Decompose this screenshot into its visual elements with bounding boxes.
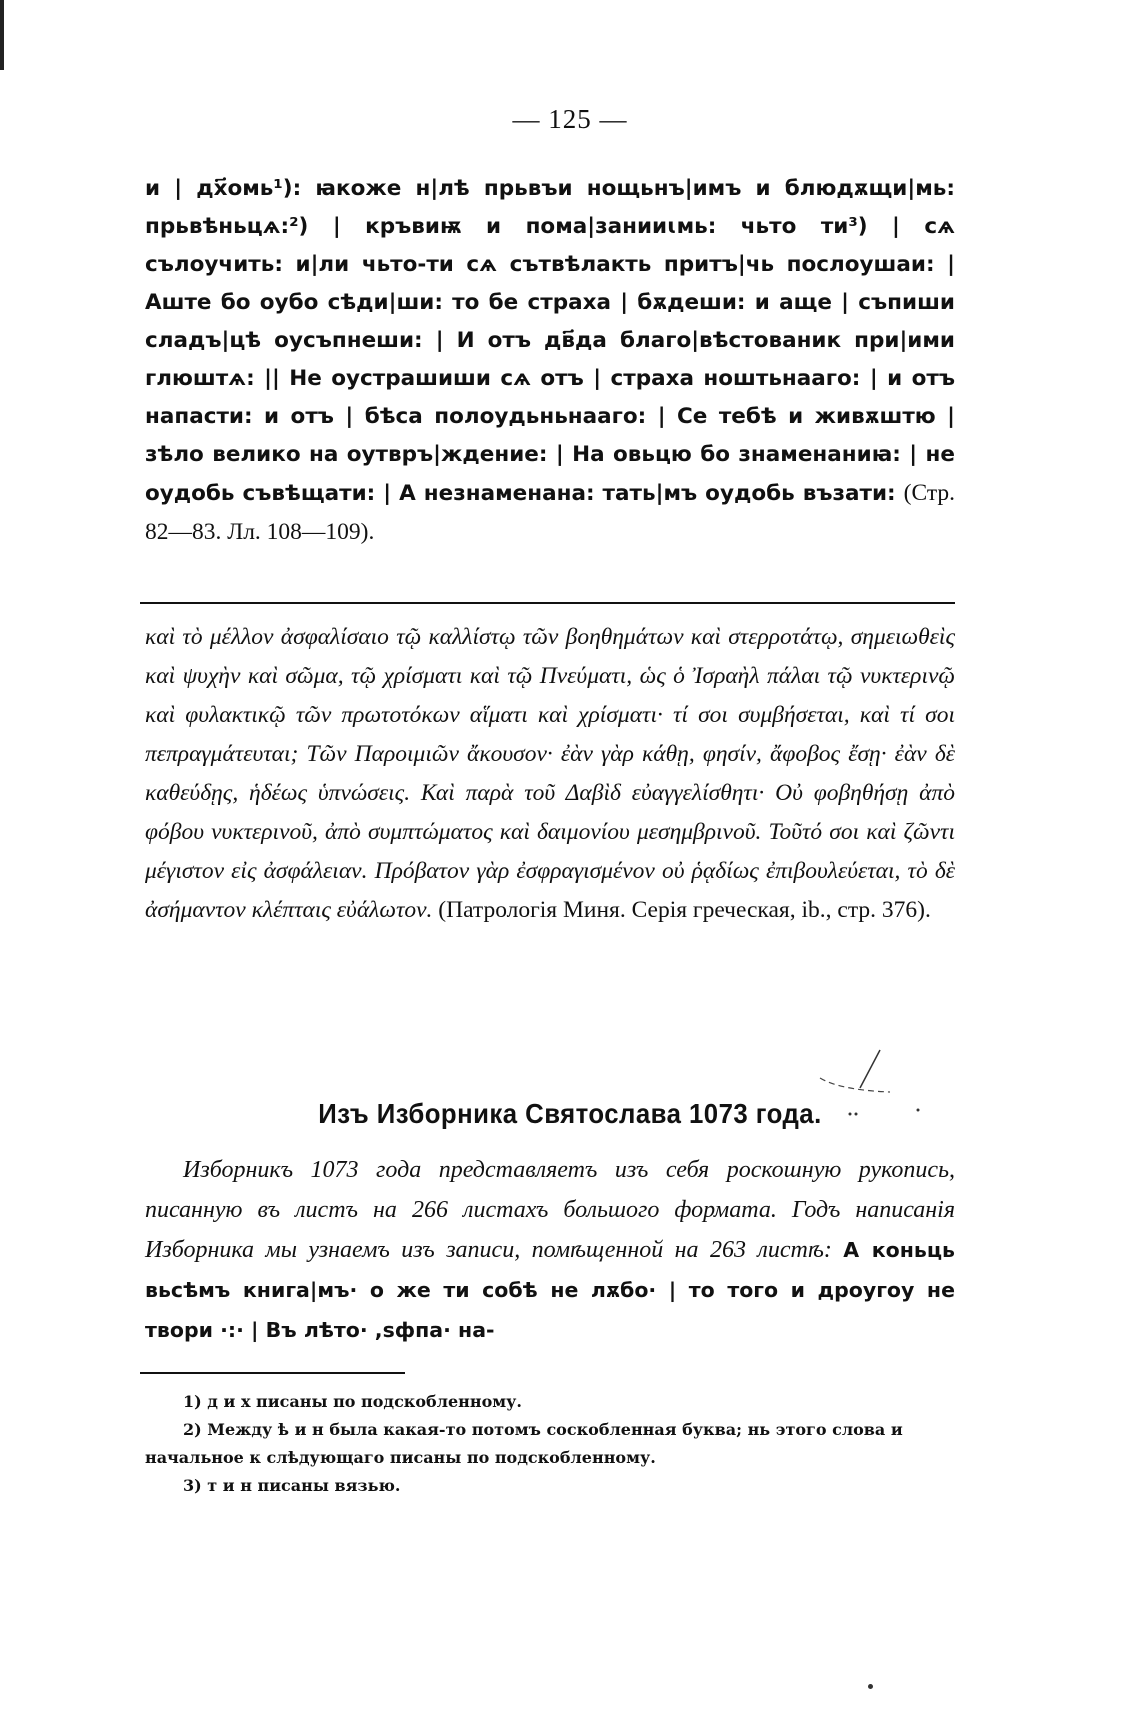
- greek-reference: (Патрологія Миня. Серія греческая, ib., стр. 376).: [438, 897, 931, 923]
- intro-paragraph: [145, 1150, 955, 1350]
- scan-edge-mark: [0, 0, 4, 70]
- footnote-rule: [140, 1372, 405, 1374]
- speck: [868, 1684, 873, 1689]
- greek-passage: [145, 618, 955, 930]
- old-slavonic-reference: (Стр. 82—83. Лл. 108—109).: [145, 480, 955, 545]
- intro-italic-text: Изборникъ 1073 года представляетъ изъ себя роскошную рукопись, писанную въ листъ на 266 листахъ большого формата. Годъ написанія Изборника мы узнаемъ изъ записи, помѣщенной на 263 листѣ:: [145, 1157, 955, 1263]
- footnote-3: 3) т и н писаны вязью.: [183, 1476, 401, 1495]
- old-slavonic-passage: [145, 170, 955, 552]
- separator-rule: [140, 602, 955, 604]
- intro-slavonic-text: А коньць вьсѣмъ книга|мъ· о же ти собѣ не лѫбо· | то того и дроугоу не твори ·:· | Въ лѣто· ,ѕфпа· на-: [145, 1238, 956, 1342]
- footnotes: [145, 1388, 955, 1500]
- old-slavonic-text: и | дх҃омь¹): ꙗкоже н|лѣ прьвъи нощьнъ|имъ и блюдѫщи|мь: прьвѣньцѧ:²) | кръвиѭ и пома|занииꙇмь: чьто ти³) | сѧ сълоучить: и|ли чьто-ти сѧ сътвѣлакть притъ|чь послоушаи: | Аште бо оубо сѣди|ши: то бе страха | бѫдеши: и аще | съпиши сладъ|цѣ оусъпнеши: | И отъ дв҃да благо|вѣстованик при|ими глюштѧ: || Не оустрашиши сѧ отъ | страха ноштьнааго: | и отъ напасти: и отъ | бѣса полоудьньнааго: | Се тебѣ и живѫштю | зѣло велико на оутвръ|ждение: | На овьцю бо знаменаниꙗ: | не оудобь съвѣщати: | А незнаменана: тать|мъ оудобь възати:: [145, 176, 955, 506]
- page-number: — 125 —: [512, 104, 628, 134]
- greek-text: καὶ τὸ μέλλον ἀσφαλίσαιο τῷ καλλίστῳ τῶν βοηθημάτων καὶ στερροτάτῳ, σημειωθεὶς καὶ ψυχὴν καὶ σῶμα, τῷ χρίσματι καὶ τῷ Πνεύματι, ὡς ὁ Ἰσραὴλ πάλαι τῷ νυκτερινῷ καὶ φυλακτικῷ τῶν πρωτοτόκων αἵματι καὶ χρίσματι· τί σοι συμβήσεται, καὶ τί σοι πεπραγμάτευται; Τῶν Παροιμιῶν ἄκουσον· ἐὰν γὰρ κάθῃ, φησίν, ἄφοβος ἔσῃ· ἐὰν δὲ καθεύδῃς, ἡδέως ὑπνώσεις. Καὶ παρὰ τοῦ Δαβὶδ εὐαγγελίσθητι· Οὐ φοβηθήσῃ ἀπὸ φόβου νυκτερινοῦ, ἀπὸ συμπτώματος καὶ δαιμονίου μεσημβρινοῦ. Τοῦτό σοι καὶ ζῶντι μέγιστον εἰς ἀσφάλειαν. Πρόβατον γὰρ ἐσφραγισμένον οὐ ῥᾳδίως ἐπιβουλεύεται, τὸ δὲ ἀσήμαντον κλέπταις εὐάλωτον.: [145, 624, 955, 923]
- footnote-1: 1) д и х писаны по подскобленному.: [183, 1392, 522, 1411]
- section-title: Изъ Изборника Святослава 1073 года.: [318, 1098, 822, 1129]
- footnote-2: 2) Между ѣ и н была какая-то потомъ соскобленная буква; нь этого слова и начальное к слѣдующаго писаны по подскобленному.: [145, 1420, 903, 1467]
